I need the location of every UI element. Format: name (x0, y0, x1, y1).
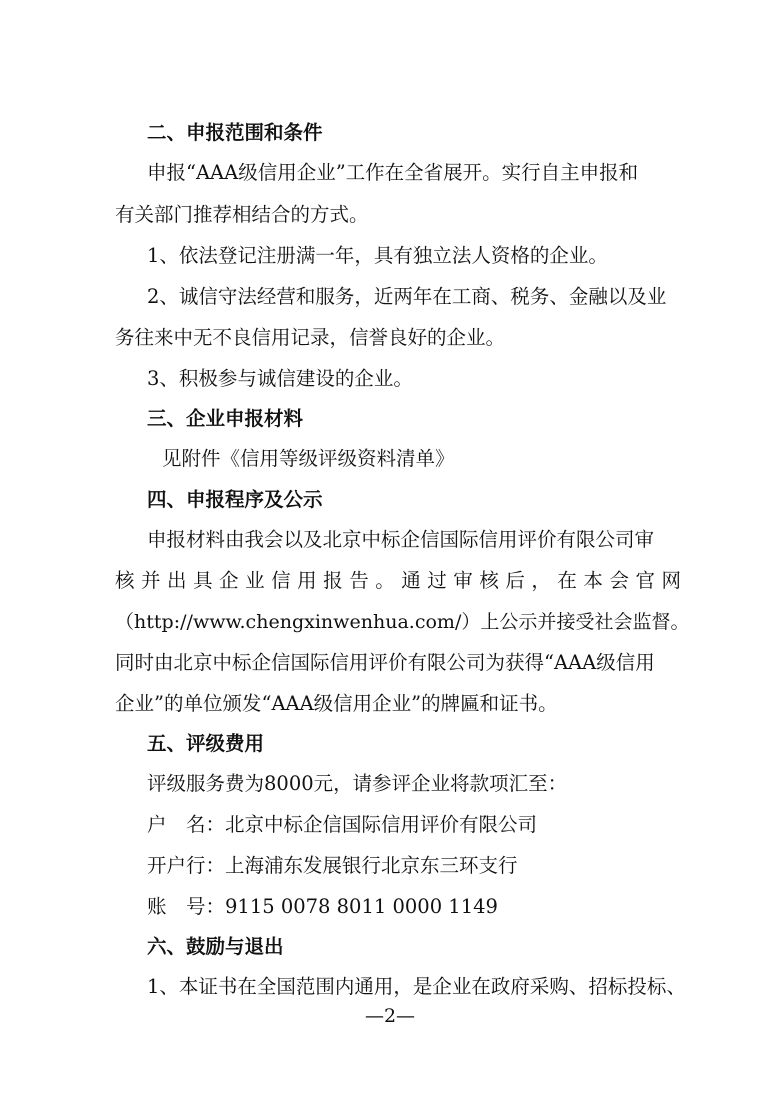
section-heading-3: 三、企业申报材料 (147, 407, 304, 430)
section-heading-4: 四、申报程序及公示 (147, 488, 323, 511)
section-heading-6: 六、鼓励与退出 (147, 935, 284, 958)
paragraph-line: 申报“AAA级信用企业”工作在全省展开。实行自主申报和 (147, 161, 639, 184)
account-name: 户 名：北京中标企信国际信用评价有限公司 (147, 813, 538, 836)
account-number: 账 号：9115 0078 8011 0000 1149 (147, 895, 498, 918)
section-heading-2: 二、申报范围和条件 (147, 121, 323, 144)
fee-line: 评级服务费为8000元，请参评企业将款项汇至： (147, 772, 568, 795)
attachment-note: 见附件《信用等级评级资料清单》 (162, 447, 455, 470)
paragraph-line: 核并出具企业信用报告。通过审核后，在本会官网 (115, 569, 681, 592)
list-item-1: 1、依法登记注册满一年，具有独立法人资格的企业。 (147, 244, 608, 267)
list-item-2-cont: 务往来中无不良信用记录，信誉良好的企业。 (115, 326, 506, 349)
paragraph-line: 申报材料由我会以及北京中标企信国际信用评价有限公司审 (147, 528, 655, 551)
paragraph-line: 同时由北京中标企信国际信用评价有限公司为获得“AAA级信用 (115, 651, 655, 674)
list-item-2: 2、诚信守法经营和服务，近两年在工商、税务、金融以及业 (147, 285, 667, 308)
website-link-line: （http://www.chengxinwenhua.com/）上公示并接受社会监督。 (115, 611, 690, 633)
paragraph-line: 有关部门推荐相结合的方式。 (115, 203, 369, 226)
list-item-3: 3、积极参与诚信建设的企业。 (147, 367, 413, 390)
bank-name: 开户行：上海浦东发展银行北京东三环支行 (147, 854, 518, 877)
section-heading-5: 五、评级费用 (147, 732, 265, 755)
paragraph-line: 企业”的单位颁发“AAA级信用企业”的牌匾和证书。 (115, 692, 558, 715)
page-number: —2— (364, 1005, 416, 1027)
paragraph-line: 1、本证书在全国范围内通用，是企业在政府采购、招标投标、 (147, 975, 686, 998)
